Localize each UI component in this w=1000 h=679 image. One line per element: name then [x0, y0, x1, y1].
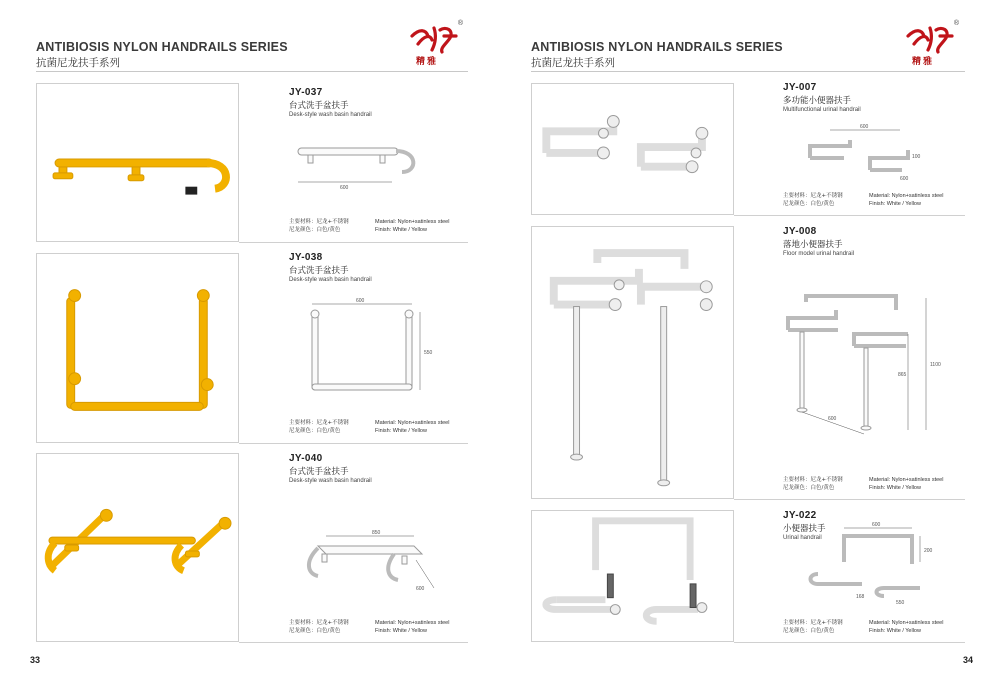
product-name-cn: 落地小便器扶手	[783, 240, 843, 250]
spec-cn	[289, 218, 349, 234]
finish-en: Finish: White / Yellow	[869, 628, 921, 634]
section-divider	[239, 443, 468, 444]
finish-en: Finish: White / Yellow	[869, 485, 921, 491]
product-code: JY-037	[289, 87, 323, 98]
series-subtitle: 抗菌尼龙扶手系列	[36, 57, 120, 69]
product-code: JY-007	[783, 82, 817, 93]
page-number: 34	[963, 655, 974, 665]
color-cn: 尼龙颜色：白色/黄色	[783, 201, 835, 207]
finish-en: Finish: White / Yellow	[375, 428, 427, 434]
material-cn: 主要材料：尼龙+不锈钢	[783, 477, 843, 483]
product-name-en: Floor model urinal handrail	[783, 251, 855, 257]
product-code: JY-040	[289, 453, 323, 464]
registered-mark: ®	[457, 20, 463, 27]
logo-mark-icon	[406, 22, 461, 56]
spec-cn	[783, 192, 843, 208]
product-code: JY-038	[289, 252, 323, 263]
section-divider	[734, 499, 965, 500]
product-name-cn: 台式洗手盆扶手	[289, 266, 349, 276]
product-info-jy-040	[289, 453, 479, 484]
logo-mark-icon	[902, 22, 957, 56]
technical-drawing-jy-037	[292, 140, 422, 195]
dimension-label: 850	[372, 530, 381, 536]
material-en: Material: Nylon+satinless steel	[375, 219, 450, 225]
color-cn: 尼龙颜色：白色/黄色	[289, 628, 341, 634]
product-name-en: Urinal handrail	[783, 535, 822, 541]
dimension-label: 865	[898, 372, 907, 378]
spec-cn	[289, 619, 349, 635]
dimension-label: 550	[896, 600, 905, 606]
technical-drawing-jy-038	[300, 296, 440, 401]
product-name-cn: 小便器扶手	[783, 524, 826, 534]
color-cn: 尼龙颜色：白色/黄色	[289, 428, 341, 434]
technical-drawing-jy-007	[800, 122, 930, 182]
dimension-label: 100	[912, 154, 921, 160]
series-title: ANTIBIOSIS NYLON HANDRAILS SERIES	[531, 40, 783, 54]
spec-en	[375, 419, 449, 435]
material-en: Material: Nylon+satinless steel	[869, 477, 944, 483]
product-info-jy-038	[289, 252, 479, 283]
product-name-en: Multifunctional urinal handrail	[783, 107, 861, 113]
header-rule	[36, 71, 468, 72]
series-subtitle: 抗菌尼龙扶手系列	[531, 57, 615, 69]
finish-en: Finish: White / Yellow	[375, 628, 427, 634]
dimension-label: 1100	[930, 362, 941, 368]
series-title: ANTIBIOSIS NYLON HANDRAILS SERIES	[36, 40, 288, 54]
dimension-label: 600	[416, 586, 425, 592]
material-en: Material: Nylon+satinless steel	[869, 620, 944, 626]
color-cn: 尼龙颜色：白色/黄色	[783, 485, 835, 491]
right-page	[500, 0, 1000, 679]
material-cn: 主要材料：尼龙+不锈钢	[289, 620, 349, 626]
material-cn: 主要材料：尼龙+不锈钢	[783, 620, 843, 626]
section-divider	[734, 642, 965, 643]
product-photo-jy-038	[36, 253, 239, 443]
product-code: JY-022	[783, 510, 817, 521]
dimension-label: 200	[924, 548, 933, 554]
spec-en	[375, 619, 449, 635]
section-divider	[734, 215, 965, 216]
registered-mark: ®	[953, 20, 959, 27]
spec-cn	[783, 476, 843, 492]
dimension-label: 600	[356, 298, 365, 304]
finish-en: Finish: White / Yellow	[869, 201, 921, 207]
material-en: Material: Nylon+satinless steel	[375, 620, 450, 626]
product-name-cn: 多功能小便器扶手	[783, 96, 852, 106]
dimension-label: 600	[340, 185, 349, 191]
product-info-jy-007	[783, 82, 973, 113]
product-photo-jy-008	[531, 226, 734, 499]
technical-drawing-jy-022	[800, 522, 950, 612]
spec-cn	[783, 619, 843, 635]
spec-en	[375, 218, 449, 234]
dimension-label: 600	[860, 124, 869, 130]
product-name-en: Desk-style wash basin handrail	[289, 277, 372, 283]
technical-drawing-jy-040	[296, 526, 446, 596]
dimension-label: 600	[900, 176, 909, 182]
color-cn: 尼龙颜色：白色/黄色	[289, 227, 341, 233]
material-en: Material: Nylon+satinless steel	[375, 420, 450, 426]
material-cn: 主要材料：尼龙+不锈钢	[289, 219, 349, 225]
product-name-cn: 台式洗手盆扶手	[289, 467, 349, 477]
dimension-label: 600	[872, 522, 881, 528]
product-name-en: Desk-style wash basin handrail	[289, 478, 372, 484]
spec-en	[869, 192, 943, 208]
product-code: JY-008	[783, 226, 817, 237]
material-cn: 主要材料：尼龙+不锈钢	[783, 193, 843, 199]
spec-cn	[289, 419, 349, 435]
product-name-en: Desk-style wash basin handrail	[289, 112, 372, 118]
color-cn: 尼龙颜色：白色/黄色	[783, 628, 835, 634]
header-rule	[531, 71, 965, 72]
dimension-label: 168	[856, 594, 865, 600]
material-cn: 主要材料：尼龙+不锈钢	[289, 420, 349, 426]
page-number: 33	[30, 655, 41, 665]
brand-logo	[406, 22, 461, 68]
product-photo-jy-040	[36, 453, 239, 642]
section-divider	[239, 242, 468, 243]
product-photo-jy-037	[36, 83, 239, 242]
material-en: Material: Nylon+satinless steel	[869, 193, 944, 199]
brand-logo	[902, 22, 957, 68]
product-info-jy-008	[783, 226, 973, 257]
logo-chinese-text: 精雅	[912, 57, 935, 67]
dimension-label: 550	[424, 350, 433, 356]
product-info-jy-037	[289, 87, 479, 118]
spec-en	[869, 619, 943, 635]
product-name-cn: 台式洗手盆扶手	[289, 101, 349, 111]
spec-en	[869, 476, 943, 492]
section-divider	[239, 642, 468, 643]
logo-chinese-text: 精雅	[416, 57, 439, 67]
technical-drawing-jy-008	[776, 288, 952, 438]
product-photo-jy-022	[531, 510, 734, 642]
product-photo-jy-007	[531, 83, 734, 215]
dimension-label: 600	[828, 416, 837, 422]
finish-en: Finish: White / Yellow	[375, 227, 427, 233]
